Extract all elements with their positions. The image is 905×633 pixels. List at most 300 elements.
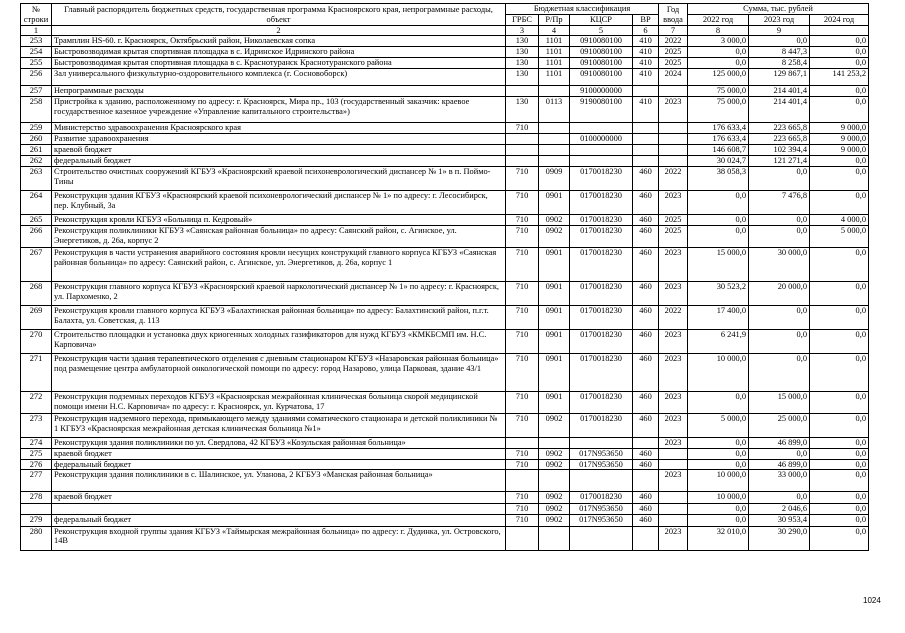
sum-2022-cell: 6 241,9 (688, 330, 749, 354)
year-cell: 2022 (659, 306, 688, 330)
rzpr-cell (539, 469, 570, 491)
column-index: 3 (506, 26, 539, 36)
vr-cell: 410 (633, 58, 659, 69)
header-grbs: ГРБС (506, 15, 539, 26)
rzpr-cell: 0113 (539, 97, 570, 123)
sum-2024-cell: 9 000,0 (810, 134, 869, 145)
kcsr-cell (570, 469, 633, 491)
sum-2022-cell: 176 633,4 (688, 134, 749, 145)
sum-2022-cell: 10 000,0 (688, 469, 749, 491)
kcsr-cell: 0170018230 (570, 306, 633, 330)
object-name-cell: Пристройка к зданию, расположенному по адресу: г. Красноярск, Мира пр., 103 (государственный заказчик: краевое государственное казенное учреждение «Управление капитального строительства») (52, 97, 506, 123)
object-name-cell: Реконструкция входной группы здания КГБУЗ «Таймырская межрайонная больница» по адресу: г. Дудинка, ул. Островского, 14В (52, 526, 506, 550)
kcsr-cell: 0170018230 (570, 491, 633, 503)
sum-2022-cell: 0,0 (688, 438, 749, 449)
vr-cell (633, 123, 659, 134)
sum-2023-cell: 46 899,0 (749, 438, 810, 449)
rzpr-cell (539, 123, 570, 134)
object-name-cell: Реконструкция в части устранения аварийного состояния кровли несущих конструкций главного корпуса КГБУЗ «Саянская районная больница» по адресу: Саянский район, с. Агинское, ул. Энергетиков, д. 26а, корпус 1 (52, 248, 506, 282)
header-year-2022: 2022 год (688, 15, 749, 26)
year-cell (659, 134, 688, 145)
column-index: 9 (749, 26, 810, 36)
table-body (21, 36, 869, 551)
object-name-cell (52, 503, 506, 514)
kcsr-cell: 9100000000 (570, 86, 633, 97)
header-vr: ВР (633, 15, 659, 26)
row-number-cell: 265 (21, 215, 52, 226)
grbs-cell: 710 (506, 330, 539, 354)
sum-2023-cell: 0,0 (749, 306, 810, 330)
object-name-cell: Реконструкция части здания терапевтического отделения с дневным стационаром КГБУЗ «Назаровская районная больница» под размещение центра амбулаторной онкологической помощи по адресу: город Назарово, улица Парковая, здание 43/1 (52, 354, 506, 392)
sum-2024-cell: 0,0 (810, 167, 869, 191)
rzpr-cell (539, 526, 570, 550)
year-cell (659, 449, 688, 459)
sum-2022-cell: 125 000,0 (688, 69, 749, 86)
sum-2023-cell: 0,0 (749, 354, 810, 392)
sum-2024-cell: 0,0 (810, 469, 869, 491)
row-number-cell: 260 (21, 134, 52, 145)
sum-2023-cell: 33 000,0 (749, 469, 810, 491)
row-number-cell (21, 503, 52, 514)
row-number-cell: 258 (21, 97, 52, 123)
grbs-cell (506, 86, 539, 97)
sum-2024-cell: 0,0 (810, 438, 869, 449)
grbs-cell: 710 (506, 282, 539, 306)
sum-2022-cell: 0,0 (688, 392, 749, 414)
vr-cell (633, 438, 659, 449)
sum-2023-cell: 0,0 (749, 491, 810, 503)
header-sum: Сумма, тыс. рублей (688, 4, 869, 15)
grbs-cell: 130 (506, 69, 539, 86)
row-number-cell: 267 (21, 248, 52, 282)
kcsr-cell: 017N953650 (570, 503, 633, 514)
sum-2023-cell: 30 000,0 (749, 248, 810, 282)
vr-cell: 460 (633, 306, 659, 330)
kcsr-cell: 017N953650 (570, 514, 633, 526)
sum-2022-cell: 0,0 (688, 449, 749, 459)
kcsr-cell (570, 145, 633, 156)
sum-2022-cell: 17 400,0 (688, 306, 749, 330)
object-name-cell: Быстровозводимая крытая спортивная площадка в с. Краснотуранск Краснотуранского района (52, 58, 506, 69)
year-cell: 2023 (659, 469, 688, 491)
vr-cell: 460 (633, 491, 659, 503)
table-row (21, 414, 869, 438)
kcsr-cell: 0170018230 (570, 191, 633, 215)
sum-2023-cell: 46 899,0 (749, 459, 810, 469)
rzpr-cell: 1101 (539, 58, 570, 69)
year-cell: 2023 (659, 248, 688, 282)
kcsr-cell: 0910080100 (570, 47, 633, 58)
sum-2022-cell: 3 000,0 (688, 36, 749, 47)
column-index: 7 (659, 26, 688, 36)
rzpr-cell: 0902 (539, 491, 570, 503)
table-row (21, 167, 869, 191)
vr-cell (633, 526, 659, 550)
rzpr-cell: 0901 (539, 392, 570, 414)
sum-2024-cell: 0,0 (810, 514, 869, 526)
row-number-cell: 256 (21, 69, 52, 86)
sum-2022-cell: 15 000,0 (688, 248, 749, 282)
row-number-cell: 257 (21, 86, 52, 97)
row-number-cell: 276 (21, 459, 52, 469)
table-row (21, 47, 869, 58)
sum-2024-cell: 0,0 (810, 306, 869, 330)
row-number-cell: 270 (21, 330, 52, 354)
table-row (21, 306, 869, 330)
sum-2024-cell: 0,0 (810, 414, 869, 438)
rzpr-cell: 1101 (539, 47, 570, 58)
row-number-cell: 261 (21, 145, 52, 156)
grbs-cell: 710 (506, 306, 539, 330)
vr-cell: 460 (633, 449, 659, 459)
vr-cell: 460 (633, 282, 659, 306)
table-row (21, 459, 869, 469)
object-name-cell: Строительство площадки и установка двух криогенных холодных газификаторов для нужд КГБУЗ «КМКБСМП им. Н.С. Карповича» (52, 330, 506, 354)
vr-cell: 460 (633, 191, 659, 215)
sum-2023-cell: 8 258,4 (749, 58, 810, 69)
kcsr-cell (570, 438, 633, 449)
table-row (21, 248, 869, 282)
sum-2023-cell: 0,0 (749, 226, 810, 248)
object-name-cell: краевой бюджет (52, 491, 506, 503)
rzpr-cell: 0902 (539, 459, 570, 469)
object-name-cell: Быстровозводимая крытая спортивная площадка в с. Идринское Идринского района (52, 47, 506, 58)
rzpr-cell: 0902 (539, 503, 570, 514)
kcsr-cell: 9190080100 (570, 97, 633, 123)
rzpr-cell: 0901 (539, 282, 570, 306)
row-number-cell: 274 (21, 438, 52, 449)
grbs-cell: 710 (506, 392, 539, 414)
row-number-cell: 259 (21, 123, 52, 134)
header-budget-classification: Бюджетная классификация (506, 4, 659, 15)
object-name-cell: Реконструкция надземного перехода, примыкающего между зданиями соматического стационара и детской поликлиники № 1 КГБУЗ «Красноярская межрайонная детская клиническая больница №1» (52, 414, 506, 438)
kcsr-cell (570, 156, 633, 167)
sum-2024-cell: 0,0 (810, 449, 869, 459)
row-number-cell: 268 (21, 282, 52, 306)
grbs-cell: 710 (506, 191, 539, 215)
object-name-cell: Реконструкция здания поликлиники по ул. Свердлова, 42 КГБУЗ «Козульская районная больница» (52, 438, 506, 449)
rzpr-cell (539, 438, 570, 449)
rzpr-cell (539, 156, 570, 167)
sum-2023-cell: 0,0 (749, 167, 810, 191)
year-cell: 2023 (659, 414, 688, 438)
sum-2022-cell: 0,0 (688, 459, 749, 469)
header-year-label: Год (666, 5, 680, 15)
column-index: 4 (539, 26, 570, 36)
row-number-cell: 278 (21, 491, 52, 503)
year-cell (659, 123, 688, 134)
rzpr-cell: 1101 (539, 69, 570, 86)
grbs-cell: 710 (506, 123, 539, 134)
sum-2024-cell: 0,0 (810, 86, 869, 97)
table-row (21, 123, 869, 134)
object-name-cell: Зал универсального физкультурно-оздоровительного комплекса (г. Сосновоборск) (52, 69, 506, 86)
sum-2022-cell: 146 608,7 (688, 145, 749, 156)
object-name-cell: Развитие здравоохранения (52, 134, 506, 145)
sum-2022-cell: 176 633,4 (688, 123, 749, 134)
sum-2023-cell: 102 394,4 (749, 145, 810, 156)
row-number-cell: 272 (21, 392, 52, 414)
sum-2024-cell: 0,0 (810, 526, 869, 550)
year-cell: 2025 (659, 215, 688, 226)
sum-2023-cell: 214 401,4 (749, 97, 810, 123)
grbs-cell: 710 (506, 503, 539, 514)
year-cell: 2023 (659, 330, 688, 354)
column-index: 5 (570, 26, 633, 36)
sum-2024-cell: 9 000,0 (810, 145, 869, 156)
vr-cell (633, 156, 659, 167)
sum-2024-cell: 0,0 (810, 47, 869, 58)
sum-2024-cell: 0,0 (810, 58, 869, 69)
header-kcsr: КЦСР (570, 15, 633, 26)
vr-cell: 460 (633, 226, 659, 248)
year-cell (659, 514, 688, 526)
sum-2022-cell: 0,0 (688, 503, 749, 514)
grbs-cell: 710 (506, 459, 539, 469)
vr-cell: 460 (633, 248, 659, 282)
object-name-cell: Реконструкция главного корпуса КГБУЗ «Красноярский краевой наркологический диспансер № 1» по адресу: г. Красноярск, ул. Пархоменко, 2 (52, 282, 506, 306)
year-cell: 2022 (659, 36, 688, 47)
vr-cell: 460 (633, 514, 659, 526)
rzpr-cell (539, 134, 570, 145)
year-cell (659, 156, 688, 167)
kcsr-cell: 0910080100 (570, 36, 633, 47)
row-number-cell: 266 (21, 226, 52, 248)
sum-2023-cell: 0,0 (749, 36, 810, 47)
object-name-cell: Непрограммные расходы (52, 86, 506, 97)
rzpr-cell: 0902 (539, 215, 570, 226)
table-row (21, 97, 869, 123)
sum-2024-cell: 0,0 (810, 36, 869, 47)
sum-2022-cell: 10 000,0 (688, 354, 749, 392)
year-cell: 2023 (659, 526, 688, 550)
row-number-cell: 254 (21, 47, 52, 58)
object-name-cell: федеральный бюджет (52, 514, 506, 526)
sum-2024-cell: 0,0 (810, 503, 869, 514)
vr-cell: 410 (633, 47, 659, 58)
sum-2024-cell: 141 253,2 (810, 69, 869, 86)
grbs-cell: 710 (506, 167, 539, 191)
sum-2023-cell: 214 401,4 (749, 86, 810, 97)
grbs-cell: 710 (506, 226, 539, 248)
row-number-cell: 262 (21, 156, 52, 167)
sum-2023-cell: 7 476,8 (749, 191, 810, 215)
kcsr-cell (570, 526, 633, 550)
rzpr-cell: 0901 (539, 248, 570, 282)
sum-2023-cell: 2 046,6 (749, 503, 810, 514)
vr-cell: 460 (633, 215, 659, 226)
vr-cell: 460 (633, 167, 659, 191)
vr-cell: 460 (633, 503, 659, 514)
row-number-cell: 273 (21, 414, 52, 438)
sum-2023-cell: 20 000,0 (749, 282, 810, 306)
table-row (21, 354, 869, 392)
table-row (21, 526, 869, 550)
object-name-cell: Реконструкция здания поликлиники в с. Шалинское, ул. Уланова, 2 КГБУЗ «Манская районная больница» (52, 469, 506, 491)
rzpr-cell: 0909 (539, 167, 570, 191)
table-row (21, 36, 869, 47)
object-name-cell: Министерство здравоохранения Красноярского края (52, 123, 506, 134)
grbs-cell: 130 (506, 97, 539, 123)
table-row (21, 438, 869, 449)
kcsr-cell: 017N953650 (570, 459, 633, 469)
sum-2024-cell: 5 000,0 (810, 226, 869, 248)
vr-cell: 460 (633, 354, 659, 392)
header-name: Главный распорядитель бюджетных средств, государственная программа Красноярского края, непрограммные расходы, объект (52, 4, 506, 26)
rzpr-cell: 0902 (539, 414, 570, 438)
sum-2022-cell: 10 000,0 (688, 491, 749, 503)
sum-2022-cell: 0,0 (688, 215, 749, 226)
grbs-cell: 710 (506, 248, 539, 282)
row-number-cell: 269 (21, 306, 52, 330)
header-row-number (21, 4, 52, 26)
row-number-cell: 280 (21, 526, 52, 550)
kcsr-cell: 0170018230 (570, 414, 633, 438)
sum-2023-cell: 30 290,0 (749, 526, 810, 550)
year-cell: 2023 (659, 438, 688, 449)
vr-cell: 410 (633, 97, 659, 123)
sum-2024-cell: 0,0 (810, 282, 869, 306)
grbs-cell: 710 (506, 215, 539, 226)
grbs-cell (506, 134, 539, 145)
grbs-cell: 710 (506, 414, 539, 438)
grbs-cell (506, 526, 539, 550)
grbs-cell: 130 (506, 58, 539, 69)
object-name-cell: краевой бюджет (52, 449, 506, 459)
object-name-cell: Реконструкция кровли главного корпуса КГБУЗ «Балахтинская районная больница» по адресу: Балахтинский район, п.г.т. Балахта, ул. Советская, д. 113 (52, 306, 506, 330)
sum-2022-cell: 0,0 (688, 47, 749, 58)
sum-2022-cell: 0,0 (688, 58, 749, 69)
column-index: 2 (52, 26, 506, 36)
header-commissioning-label: ввода (663, 14, 683, 24)
object-name-cell: федеральный бюджет (52, 459, 506, 469)
table-row (21, 134, 869, 145)
row-number-cell: 277 (21, 469, 52, 491)
rzpr-cell: 0901 (539, 306, 570, 330)
table-row (21, 69, 869, 86)
row-number-cell: 255 (21, 58, 52, 69)
rzpr-cell: 0902 (539, 514, 570, 526)
rzpr-cell: 1101 (539, 36, 570, 47)
column-index (810, 26, 869, 36)
budget-table-sheet (20, 3, 868, 551)
header-number-sign: № (32, 5, 40, 15)
table-row (21, 449, 869, 459)
sum-2022-cell: 75 000,0 (688, 97, 749, 123)
table-row (21, 392, 869, 414)
kcsr-cell: 0170018230 (570, 354, 633, 392)
header-rzpr: Р/Пр (539, 15, 570, 26)
column-index: 8 (688, 26, 749, 36)
grbs-cell (506, 438, 539, 449)
kcsr-cell: 0910080100 (570, 69, 633, 86)
kcsr-cell: 0170018230 (570, 392, 633, 414)
kcsr-cell: 0170018230 (570, 282, 633, 306)
rzpr-cell: 0902 (539, 449, 570, 459)
vr-cell: 410 (633, 69, 659, 86)
vr-cell (633, 86, 659, 97)
sum-2022-cell: 32 010,0 (688, 526, 749, 550)
sum-2022-cell: 38 058,3 (688, 167, 749, 191)
sum-2022-cell: 5 000,0 (688, 414, 749, 438)
sum-2023-cell: 0,0 (749, 330, 810, 354)
kcsr-cell: 017N953650 (570, 449, 633, 459)
sum-2023-cell: 15 000,0 (749, 392, 810, 414)
grbs-cell: 130 (506, 47, 539, 58)
sum-2023-cell: 223 665,8 (749, 123, 810, 134)
year-cell (659, 459, 688, 469)
kcsr-cell: 0170018230 (570, 226, 633, 248)
object-name-cell: Реконструкция кровли КГБУЗ «Больница п. Кедровый» (52, 215, 506, 226)
year-cell: 2022 (659, 167, 688, 191)
column-index: 1 (21, 26, 52, 36)
sum-2022-cell: 30 523,2 (688, 282, 749, 306)
rzpr-cell: 0901 (539, 354, 570, 392)
table-header (21, 4, 869, 36)
vr-cell: 460 (633, 414, 659, 438)
vr-cell: 410 (633, 36, 659, 47)
kcsr-cell: 0170018230 (570, 167, 633, 191)
rzpr-cell (539, 145, 570, 156)
sum-2022-cell: 0,0 (688, 514, 749, 526)
sum-2024-cell: 0,0 (810, 156, 869, 167)
budget-table (20, 3, 869, 551)
year-cell (659, 145, 688, 156)
kcsr-cell: 0100000000 (570, 134, 633, 145)
object-name-cell: Реконструкция здания КГБУЗ «Красноярский краевой психоневрологический диспансер № 1» по адресу: г. Лесосибирск, пер. Клубный, 3а (52, 191, 506, 215)
vr-cell (633, 469, 659, 491)
sum-2023-cell: 129 867,1 (749, 69, 810, 86)
column-index: 6 (633, 26, 659, 36)
table-row (21, 215, 869, 226)
grbs-cell: 710 (506, 354, 539, 392)
row-number-cell: 253 (21, 36, 52, 47)
grbs-cell (506, 156, 539, 167)
year-cell (659, 86, 688, 97)
rzpr-cell (539, 86, 570, 97)
table-row (21, 514, 869, 526)
header-row-label: строки (23, 14, 49, 24)
sum-2023-cell: 0,0 (749, 215, 810, 226)
row-number-cell: 263 (21, 167, 52, 191)
kcsr-cell (570, 123, 633, 134)
sum-2022-cell: 0,0 (688, 226, 749, 248)
sum-2024-cell: 4 000,0 (810, 215, 869, 226)
year-cell: 2023 (659, 191, 688, 215)
row-number-cell: 275 (21, 449, 52, 459)
table-row (21, 330, 869, 354)
object-name-cell: Строительство очистных сооружений КГБУЗ «Красноярский краевой психоневрологический диспансер № 1» в п. Поймо-Тины (52, 167, 506, 191)
table-row (21, 86, 869, 97)
header-year-of-commissioning (659, 4, 688, 26)
sum-2023-cell: 0,0 (749, 449, 810, 459)
year-cell: 2023 (659, 392, 688, 414)
year-cell (659, 491, 688, 503)
sum-2023-cell: 121 271,4 (749, 156, 810, 167)
sum-2024-cell: 9 000,0 (810, 123, 869, 134)
sum-2022-cell: 75 000,0 (688, 86, 749, 97)
sum-2022-cell: 30 024,7 (688, 156, 749, 167)
header-year-2023: 2023 год (749, 15, 810, 26)
page-number: 1024 (863, 596, 881, 605)
rzpr-cell: 0901 (539, 330, 570, 354)
kcsr-cell: 0170018230 (570, 248, 633, 282)
row-number-cell: 271 (21, 354, 52, 392)
row-number-cell: 264 (21, 191, 52, 215)
table-row (21, 156, 869, 167)
kcsr-cell: 0910080100 (570, 58, 633, 69)
sum-2024-cell: 0,0 (810, 97, 869, 123)
